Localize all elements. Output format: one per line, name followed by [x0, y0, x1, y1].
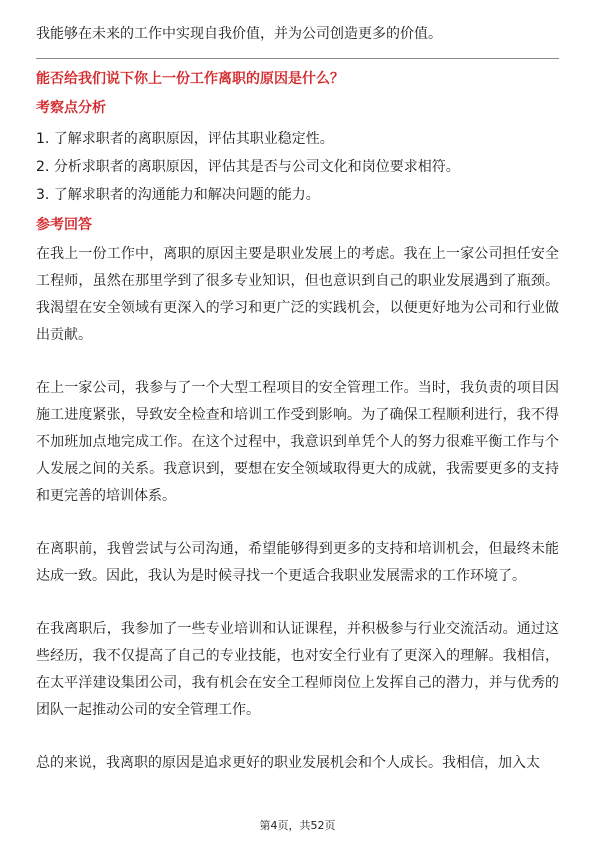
- section-divider: [36, 58, 559, 59]
- answer-heading: 参考回答: [36, 217, 92, 233]
- answer-body: [36, 241, 559, 803]
- analysis-item: 1. 了解求职者的离职原因，评估其职业稳定性。: [36, 131, 334, 147]
- analysis-item: 3. 了解求职者的沟通能力和解决问题的能力。: [36, 187, 320, 203]
- analysis-list: [36, 125, 559, 209]
- answer-paragraph: 在我上一份工作中，离职的原因主要是职业发展上的考虑。我在上一家公司担任安全工程师，虽然在那里学到了很多专业知识，但也意识到自己的职业发展遇到了瓶颈。我渴望在安全领域有更深入的学习和更广泛的实践机会，以便更好地为公司和行业做出贡献。: [36, 246, 559, 343]
- answer-paragraph: 在上一家公司，我参与了一个大型工程项目的安全管理工作。当时，我负责的项目因施工进度紧张，导致安全检查和培训工作受到影响。为了确保工程顺利进行，我不得不加班加点地完成工作。在这个过程中，我意识到单凭个人的努力很难平衡工作与个人发展之间的关系。我意识到，要想在安全领域取得更大的成就，我需要更多的支持和更完善的培训体系。: [36, 380, 559, 504]
- analysis-heading: 考察点分析: [36, 100, 106, 116]
- page-number: 第4页，共52页: [259, 819, 336, 832]
- answer-paragraph: 总的来说，我离职的原因是追求更好的职业发展机会和个人成长。我相信，加入太: [36, 755, 540, 771]
- intro-line: 我能够在未来的工作中实现自我价值，并为公司创造更多的价值。: [36, 26, 442, 42]
- question-heading: 能否给我们说下你上一份工作离职的原因是什么？: [36, 71, 344, 87]
- analysis-item: 2. 分析求职者的离职原因，评估其是否与公司文化和岗位要求相符。: [36, 159, 460, 175]
- answer-paragraph: 在我离职后，我参加了一些专业培训和认证课程，并积极参与行业交流活动。通过这些经历，我不仅提高了自己的专业技能，也对安全行业有了更深入的理解。我相信，在太平洋建设集团公司，我有机会在安全工程师岗位上发挥自己的潜力，并与优秀的团队一起推动公司的安全管理工作。: [36, 621, 559, 718]
- answer-paragraph: 在离职前，我曾尝试与公司沟通，希望能够得到更多的支持和培训机会，但最终未能达成一致。因此，我认为是时候寻找一个更适合我职业发展需求的工作环境了。: [36, 541, 559, 584]
